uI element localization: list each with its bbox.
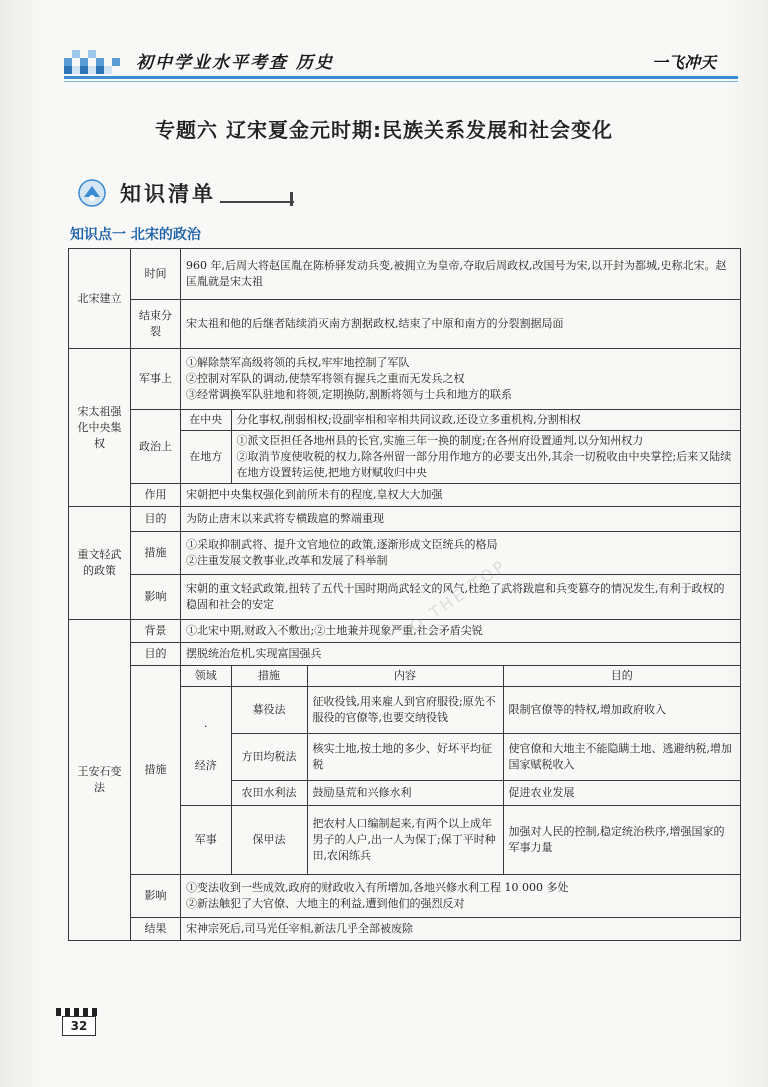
cell-label: 军事上 bbox=[131, 349, 181, 410]
domain-cell bbox=[181, 687, 231, 806]
cell-text bbox=[181, 532, 741, 575]
cell-text bbox=[231, 431, 740, 483]
table-row bbox=[69, 666, 741, 875]
table-row bbox=[69, 643, 741, 666]
measure-content: 核实土地,按土地的多少、好坏平均征税 bbox=[307, 734, 503, 781]
cell-text: ①北宋中期,财政入不敷出;②土地兼并现象严重,社会矛盾尖锐 bbox=[181, 620, 741, 643]
table-row bbox=[69, 249, 741, 300]
measure-content: 鼓励垦荒和兴修水利 bbox=[307, 781, 503, 806]
book-title: 初中学业水平考查 历史 bbox=[136, 53, 334, 73]
knowledge-point-title: 知识点一 北宋的政治 bbox=[70, 227, 201, 243]
measure-name: 农田水利法 bbox=[231, 781, 307, 806]
table-row bbox=[69, 575, 741, 620]
measure-content: 征收役钱,用来雇人到官府服役;原先不服役的官僚等,也要交纳役钱 bbox=[307, 687, 503, 734]
cell-nested bbox=[181, 431, 741, 484]
local-subtable bbox=[181, 431, 740, 483]
table-row bbox=[181, 781, 740, 806]
list-item: ①解除禁军高级将领的兵权,牢牢地控制了军队 bbox=[186, 356, 410, 369]
table-row bbox=[69, 349, 741, 410]
table-row bbox=[69, 484, 741, 507]
cell-nested bbox=[181, 666, 741, 875]
header-rule bbox=[64, 76, 738, 79]
list-item: ②控制对军队的调动,使禁军将领有握兵之重而无发兵之权 bbox=[186, 372, 465, 385]
section-badge-icon bbox=[75, 178, 109, 208]
cell-text: 宋朝把中央集权强化到前所未有的程度,皇权大大加强 bbox=[181, 484, 741, 507]
cell-text: 宋神宗死后,司马光任宰相,新法几乎全部被废除 bbox=[181, 918, 741, 941]
table-row bbox=[69, 300, 741, 349]
cell-label: 影响 bbox=[131, 575, 181, 620]
cell-text: 摆脱统治危机,实现富国强兵 bbox=[181, 643, 741, 666]
table-row bbox=[181, 806, 740, 875]
cell-label: 目的 bbox=[131, 507, 181, 532]
cell-label: 时间 bbox=[131, 249, 181, 300]
domain-label: 经济 bbox=[194, 759, 217, 772]
central-subtable bbox=[181, 410, 740, 430]
cell-text: 宋太祖和他的后继者陆续消灭南方割据政权,结束了中原和南方的分裂割据局面 bbox=[181, 300, 741, 349]
cell-label: 结束分裂 bbox=[131, 300, 181, 349]
measure-goal: 限制官僚等的特权,增加政府收入 bbox=[503, 687, 740, 734]
table-row bbox=[181, 734, 740, 781]
row-label-zhongwen: 重文轻武的政策 bbox=[69, 507, 131, 620]
page-number-badge bbox=[56, 1008, 98, 1034]
list-item: ②注重发展文教事业,改革和发展了科举制 bbox=[186, 554, 388, 567]
checker-stripe-icon bbox=[56, 1008, 98, 1016]
cell-label: 作用 bbox=[131, 484, 181, 507]
column-header: 措施 bbox=[231, 666, 307, 687]
dot-mark: · bbox=[204, 720, 208, 733]
row-label-jiquan: 宋太祖强化中央集权 bbox=[69, 349, 131, 507]
column-header: 目的 bbox=[503, 666, 740, 687]
table-row bbox=[69, 410, 741, 431]
section-rule-end bbox=[290, 192, 293, 206]
list-item: ②取消节度使收税的权力,除各州留一部分用作地方的必要支出外,其余一切税收由中央掌控;后来又陆续在地方设置转运使,把地方财赋收归中央 bbox=[236, 450, 732, 479]
table-row bbox=[69, 532, 741, 575]
column-header: 内容 bbox=[307, 666, 503, 687]
reform-measures-subtable bbox=[181, 666, 740, 874]
measure-goal: 促进农业发展 bbox=[503, 781, 740, 806]
row-label-wanganshi: 王安石变法 bbox=[69, 620, 131, 941]
table-row bbox=[69, 507, 741, 532]
cell-text bbox=[181, 349, 741, 410]
topic-title: 专题六 辽宋夏金元时期:民族关系发展和社会变化 bbox=[155, 118, 613, 142]
cell-text bbox=[181, 875, 741, 918]
cell-label: 措施 bbox=[131, 666, 181, 875]
cell-text: 960 年,后周大将赵匡胤在陈桥驿发动兵变,被拥立为皇帝,夺取后周政权,改国号为宋,以开封为都城,史称北宋。赵匡胤就是宋太祖 bbox=[181, 249, 741, 300]
cell-nested bbox=[181, 410, 741, 431]
list-item: ①变法收到一些成效,政府的财政收入有所增加,各地兴修水利工程 10 000 多处 bbox=[186, 881, 569, 894]
measure-goal: 加强对人民的控制,稳定统治秩序,增强国家的军事力量 bbox=[503, 806, 740, 875]
knowledge-table bbox=[68, 248, 741, 941]
measure-goal: 使官僚和大地主不能隐瞒土地、逃避纳税,增加国家赋税收入 bbox=[503, 734, 740, 781]
brand-logo: 一飞冲天 bbox=[652, 53, 717, 72]
table-row bbox=[69, 875, 741, 918]
table-row bbox=[181, 687, 740, 734]
cell-text: 分化事权,削弱相权;设副宰相和宰相共同议政,还设立多重机构,分割相权 bbox=[236, 413, 581, 426]
cell-label: 政治上 bbox=[131, 410, 181, 484]
table-header-row bbox=[181, 666, 740, 687]
column-header: 领域 bbox=[181, 666, 231, 687]
list-item: ①派文臣担任各地州县的长官,实施三年一换的制度;在各州府设置通判,以分知州权力 bbox=[236, 434, 644, 447]
cell-label: 在中央 bbox=[181, 410, 231, 430]
list-item: ①采取抑制武将、提升文官地位的政策,逐渐形成文臣统兵的格局 bbox=[186, 538, 498, 551]
cell-label: 结果 bbox=[131, 918, 181, 941]
cell-label: 在地方 bbox=[181, 431, 231, 483]
section-rule bbox=[220, 201, 294, 203]
cell-text: 为防止唐末以来武将专横跋扈的弊端重现 bbox=[181, 507, 741, 532]
cell-label: 背景 bbox=[131, 620, 181, 643]
watermark: TO THE TOP bbox=[395, 555, 511, 644]
cell-label: 措施 bbox=[131, 532, 181, 575]
list-item: ②新法触犯了大官僚、大地主的利益,遭到他们的强烈反对 bbox=[186, 897, 465, 910]
cell-text: 宋朝的重文轻武政策,扭转了五代十国时期尚武轻文的风气,杜绝了武将跋扈和兵变篡夺的情况发生,有利于政权的稳固和社会的安定 bbox=[181, 575, 741, 620]
measure-content: 把农村人口编制起来,有两个以上成年男子的人户,出一人为保丁;保丁平时种田,农闲练兵 bbox=[307, 806, 503, 875]
section-title: 知识清单 bbox=[120, 182, 216, 206]
table-row bbox=[69, 918, 741, 941]
measure-name: 募役法 bbox=[231, 687, 307, 734]
list-item: ③经常调换军队驻地和将领,定期换防,割断将领与士兵和地方的联系 bbox=[186, 388, 512, 401]
measure-name: 方田均税法 bbox=[231, 734, 307, 781]
measure-name: 保甲法 bbox=[231, 806, 307, 875]
header-rule-thin bbox=[64, 81, 738, 82]
cell-label: 影响 bbox=[131, 875, 181, 918]
domain-label: 军事 bbox=[181, 806, 231, 875]
row-label-beisong: 北宋建立 bbox=[69, 249, 131, 349]
cell-label: 目的 bbox=[131, 643, 181, 666]
page-number: 32 bbox=[62, 1016, 96, 1036]
